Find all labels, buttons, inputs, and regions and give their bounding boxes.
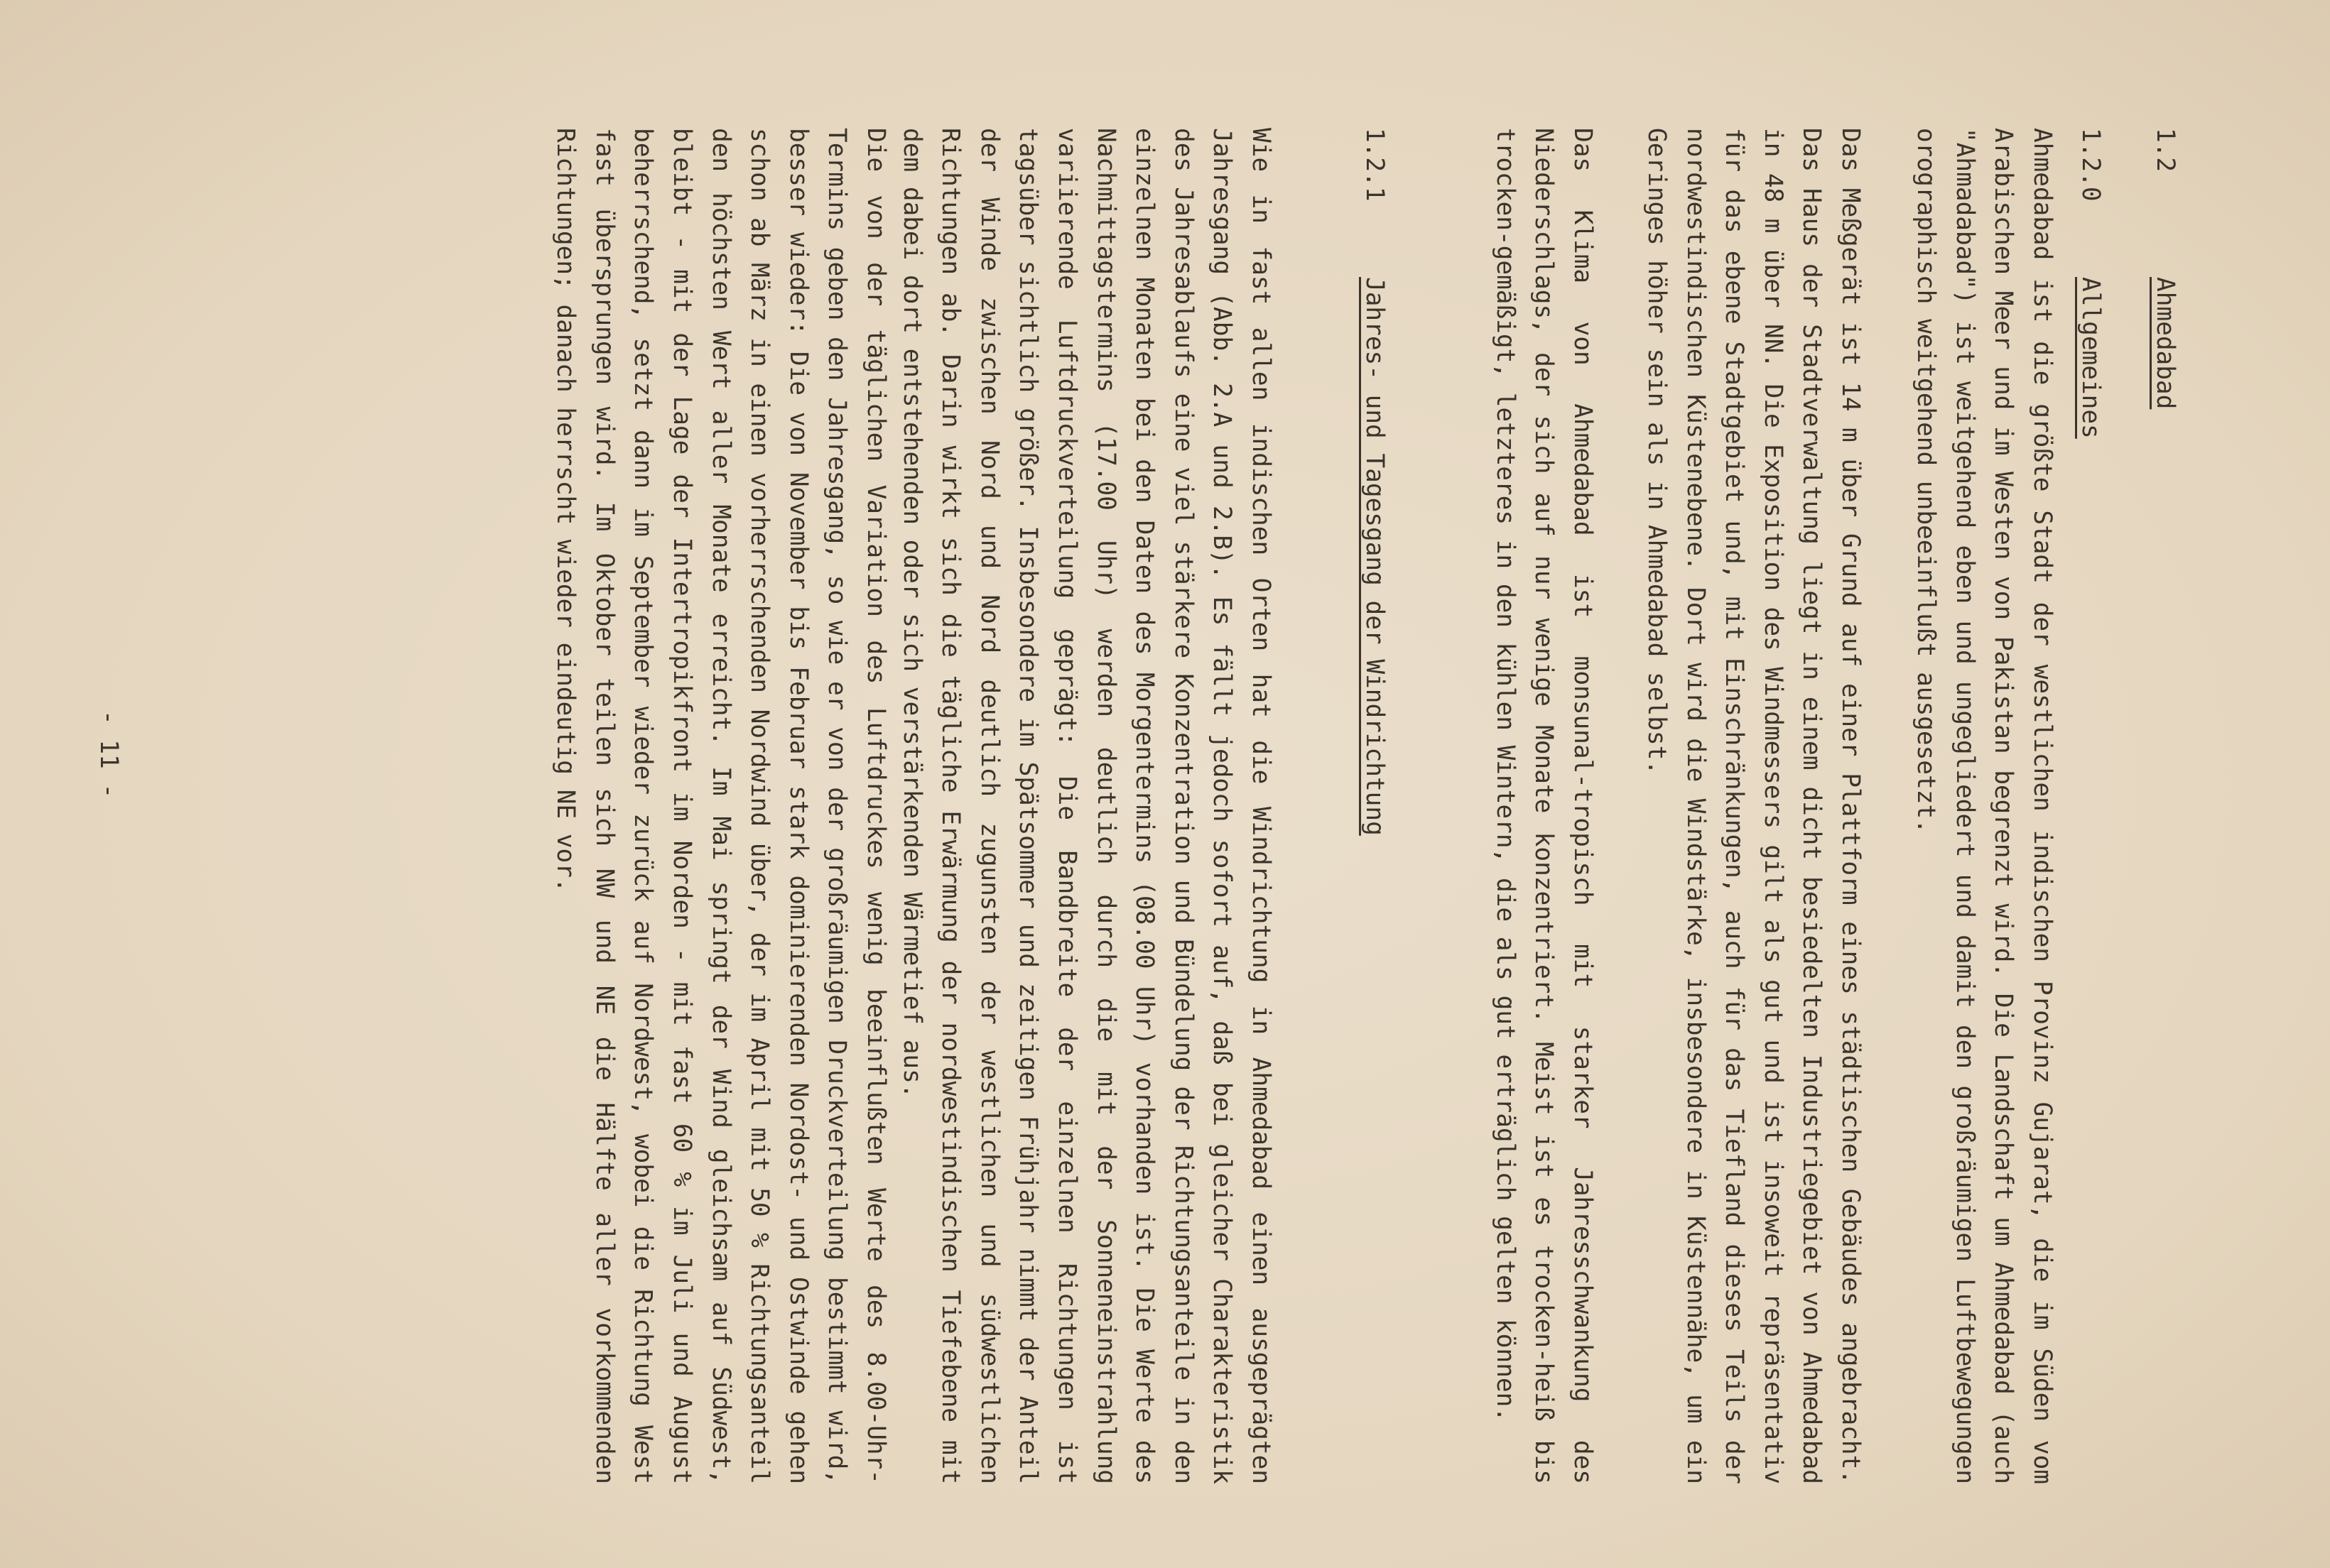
paragraph: Wie in fast allen indischen Orten hat die Windrichtung in Ahmedabad einen ausgeprägten Jahresgang (Abb. 2.A und 2.B). Es fällt jedoch sofort auf, daß bei gleicher Charakteristik des Jahresablaufs eine viel stärkere Konzentration und Bündelung der Richtungsanteile in den einzelnen Monaten bei den Daten des Morgentermins (08.00 Uhr) vorhanden ist. Die Werte des Nachmittagstermins (17.00 Uhr) werden deutlich durch die mit der Sonneneinstrahlung variierende Luftdruckverteilung geprägt: Die Bandbreite der einzelnen Richtungen ist tagsüber sichtlich größer. Insbesondere im Spätsommer und zeitigen Frühjahr nimmt der Anteil der Winde zwischen Nord und Nord deutlich zugunsten der westlichen und südwestlichen Richtungen ab. Darin wirkt sich die tägliche Erwärmung der nordwestindischen Tiefebene mit dem dabei dort entstehenden oder sich verstärkenden Wärmetief aus.: [897, 128, 1275, 1484]
section-number: 1.2.1: [1360, 128, 1389, 202]
paragraph: Das Klima von Ahmedabad ist monsunal-tropisch mit starker Jahresschwankung des Niederschlags, der sich auf nur wenige Monate konzentriert. Meist ist es trocken-heiß bis trocken-gemäßigt, letzteres in den kühlen Wintern, die als gut erträglich gelten können.: [1490, 128, 1597, 1484]
section-title: Allgemeines: [2076, 277, 2105, 439]
page-number: - 11 -: [94, 710, 123, 799]
paragraph: Ahmedabad ist die größte Stadt der westlichen indischen Provinz Gujarat, die im Süden vom Arabischen Meer und im Westen von Pakistan begrenzt wird. Die Landschaft um Ahmedabad (auch "Ahmadabad") ist weitgehend eben und ungegliedert und damit den großräumigen Luftbewegungen orographisch weitgehend unbeeinflußt ausgesetzt.: [1912, 128, 2057, 1484]
paragraph: Die von der täglichen Variation des Luftdruckes wenig beeinflußten Werte des 8.00-Uhr-Termins geben den Jahresgang, so wie er von der großräumigen Druckverteilung bestimmt wird, besser wieder: Die von November bis Februar stark dominierenden Nordost- und Ostwinde gehen schon ab März in einen vorherrschenden Nordwind über, der im April mit 50 % Richtungsanteil den höchsten Wert aller Monate erreicht. Im Mai springt der Wind gleichsam auf Südwest, bleibt - mit der Lage der Intertropikfront im Norden - mit fast 60 % im Juli und August beherrschend, setzt dann im September wieder zurück auf Nordwest, wobei die Richtung West fast übersprungen wird. Im Oktober teilen sich NW und NE die Hälfte aller vorkommenden Richtungen; danach herrscht wieder eindeutig NE vor.: [551, 128, 890, 1484]
paragraph: Das Meßgerät ist 14 m über Grund auf einer Plattform eines städtischen Gebäudes angebracht. Das Haus der Stadtverwaltung liegt in einem dicht besiedelten Industriegebiet von Ahmedabad in 48 m über NN. Die Exposition des Windmessers gilt als gut und ist insoweit repräsentativ für das ebene Stadtgebiet und, mit Einschränkungen, auch für das Tiefland dieses Teils der nordwestindischen Küstenebene. Dort wird die Windstärke, insbesondere in Küstennähe, um ein Geringes höher sein als in Ahmedabad selbst.: [1642, 128, 1865, 1484]
section-number: 1.2.0: [2076, 128, 2105, 202]
section-number: 1.2: [2151, 128, 2179, 173]
section-title: Ahmedabad: [2151, 277, 2179, 410]
section-title: Jahres- und Tagesgang der Windrichtung: [1360, 277, 1389, 836]
